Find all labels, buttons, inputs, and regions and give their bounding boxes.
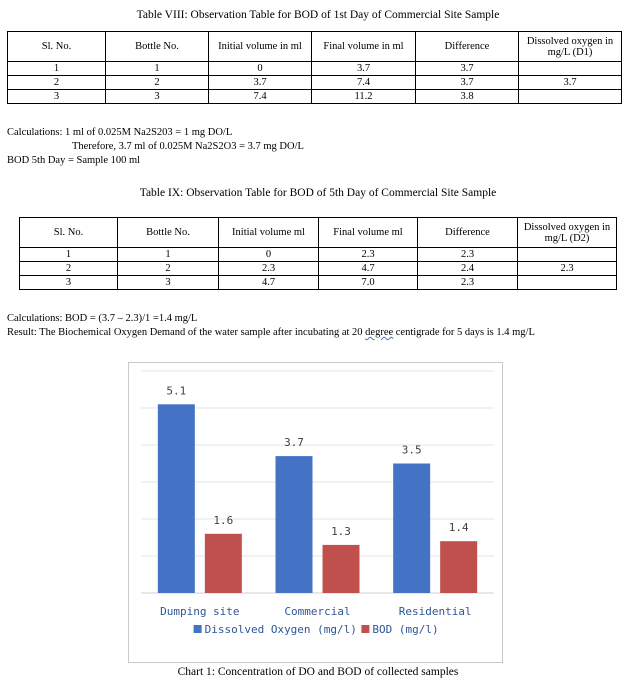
calc1-line1: Calculations: 1 ml of 0.025M Na2S203 = 1 mg DO/L <box>7 127 233 138</box>
table-row <box>20 276 617 290</box>
table-cell: 1 <box>106 62 209 76</box>
table-cell: 11.2 <box>312 90 416 104</box>
table-cell <box>519 62 622 76</box>
result-line <box>7 327 535 338</box>
x-tick-label: Commercial <box>284 605 351 618</box>
table-cell: 4.7 <box>319 262 418 276</box>
chart-bars <box>158 404 477 593</box>
table9-header-difference: Difference <box>418 218 518 248</box>
chart-caption: Chart 1: Concentration of DO and BOD of collected samples <box>177 666 459 678</box>
table8-caption: Table VIII: Observation Table for BOD of 1st Day of Commercial Site Sample <box>136 9 500 21</box>
table-cell <box>518 248 617 262</box>
table-cell: 2 <box>20 262 118 276</box>
table-cell: 0 <box>219 248 319 262</box>
table-cell: 2.3 <box>418 276 518 290</box>
table-cell: 3.7 <box>312 62 416 76</box>
table-cell: 3 <box>106 90 209 104</box>
data-label: 1.4 <box>448 521 469 535</box>
table8-header-difference: Difference <box>416 32 519 62</box>
x-tick-label: Dumping site <box>160 605 240 618</box>
table-row <box>20 248 617 262</box>
table-cell: 3 <box>20 276 118 290</box>
table-cell: 3.7 <box>209 76 312 90</box>
table-row <box>8 62 622 76</box>
table-row <box>8 76 622 90</box>
bar-chart <box>128 362 503 663</box>
result-text-start: Result: The Biochemical Oxygen Demand of the water sample after incubating at 20 <box>7 327 366 338</box>
legend-label: BOD (mg/l) <box>372 623 439 636</box>
calc1-line3: BOD 5th Day = Sample 100 ml <box>7 155 141 166</box>
table-cell <box>519 90 622 104</box>
table-cell: 2 <box>8 76 106 90</box>
bar <box>440 541 477 593</box>
table8-header-slno: Sl. No. <box>8 32 106 62</box>
table-cell: 3 <box>118 276 219 290</box>
table-cell: 0 <box>209 62 312 76</box>
table-cell: 3.7 <box>416 62 519 76</box>
data-label: 1.6 <box>213 513 234 527</box>
legend-label: Dissolved Oxygen (mg/l) <box>204 623 357 636</box>
table-cell: 2.4 <box>418 262 518 276</box>
spellcheck-flagged-word: degree <box>365 327 394 338</box>
table-cell: 7.4 <box>209 90 312 104</box>
table-cell: 7.0 <box>319 276 418 290</box>
table-cell: 2.3 <box>418 248 518 262</box>
table8-header-final: Final volume in ml <box>312 32 416 62</box>
table-cell: 1 <box>118 248 219 262</box>
calc2-line1: Calculations: BOD = (3.7 – 2.3)/1 =1.4 mg/L <box>7 313 198 324</box>
data-label: 3.5 <box>401 443 422 457</box>
table9-header-slno: Sl. No. <box>20 218 118 248</box>
x-tick-label: Residential <box>398 605 472 618</box>
table-cell: 3.7 <box>416 76 519 90</box>
table-cell <box>518 276 617 290</box>
table8 <box>7 31 622 104</box>
table9-header-do: Dissolved oxygen in mg/L (D2) <box>518 218 617 248</box>
table9-header-row <box>20 218 617 248</box>
table-cell: 3.8 <box>416 90 519 104</box>
table-cell: 7.4 <box>312 76 416 90</box>
data-label: 1.3 <box>331 524 351 538</box>
table-cell: 2 <box>118 262 219 276</box>
table9-header-final: Final volume ml <box>319 218 418 248</box>
table8-header-do: Dissolved oxygen in mg/L (D1) <box>519 32 622 62</box>
bar <box>276 456 313 593</box>
table-cell: 4.7 <box>219 276 319 290</box>
bar <box>393 464 430 594</box>
table-cell: 2 <box>106 76 209 90</box>
table9 <box>19 217 617 290</box>
table-cell: 2.3 <box>319 248 418 262</box>
legend-swatch <box>361 625 369 633</box>
table-cell: 2.3 <box>219 262 319 276</box>
data-label: 3.7 <box>284 436 304 450</box>
bar <box>323 545 360 593</box>
table-cell: 3 <box>8 90 106 104</box>
result-text-end: centigrade for 5 days is 1.4 mg/L <box>393 327 535 338</box>
table-cell: 1 <box>20 248 118 262</box>
bar <box>205 534 242 593</box>
calc1-line2: Therefore, 3.7 ml of 0.025M Na2S2O3 = 3.7 mg DO/L <box>72 141 304 152</box>
chart-canvas <box>129 363 504 664</box>
legend-swatch <box>194 625 202 633</box>
table8-header-row <box>8 32 622 62</box>
chart-legend <box>194 623 439 636</box>
table-cell: 1 <box>8 62 106 76</box>
table8-header-initial: Initial volume in ml <box>209 32 312 62</box>
table9-caption: Table IX: Observation Table for BOD of 5th Day of Commercial Site Sample <box>139 187 497 199</box>
table9-header-initial: Initial volume ml <box>219 218 319 248</box>
table-cell: 2.3 <box>518 262 617 276</box>
table-row <box>8 90 622 104</box>
table8-header-bottle: Bottle No. <box>106 32 209 62</box>
table9-header-bottle: Bottle No. <box>118 218 219 248</box>
table-cell: 3.7 <box>519 76 622 90</box>
table-row <box>20 262 617 276</box>
bar <box>158 404 195 593</box>
data-label: 5.1 <box>166 384 187 398</box>
